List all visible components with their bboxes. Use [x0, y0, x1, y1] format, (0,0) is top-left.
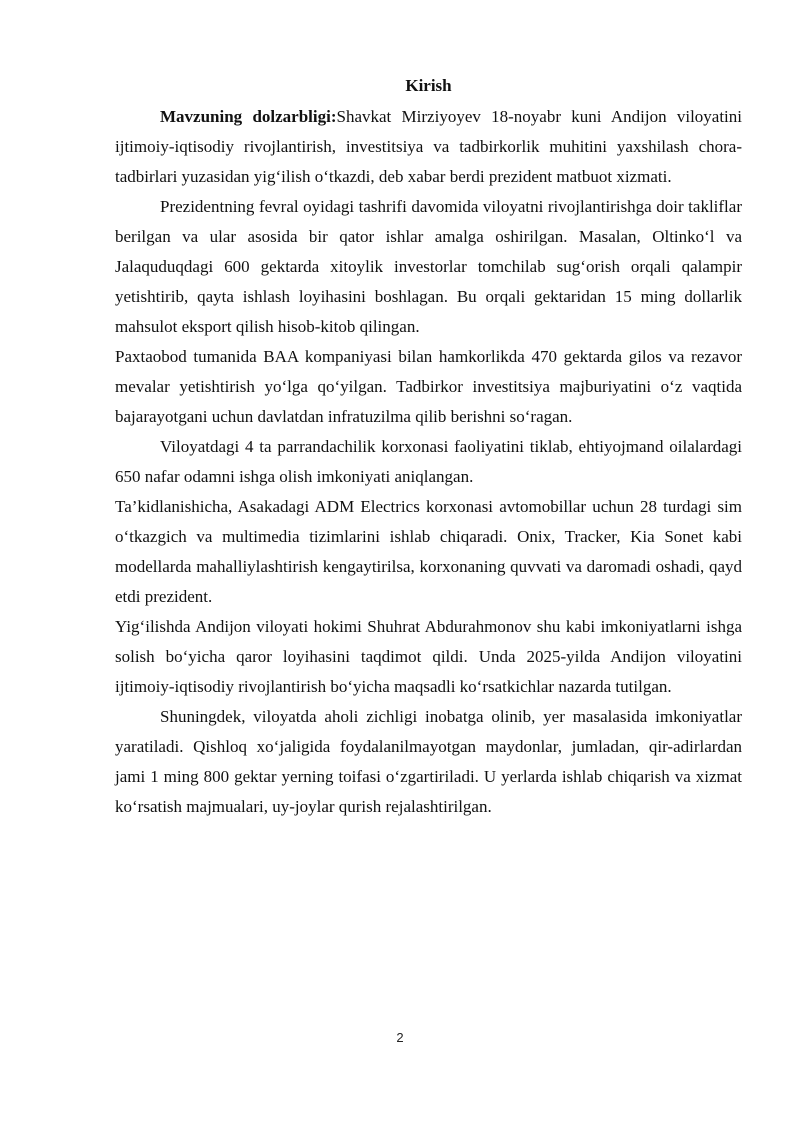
paragraph-february-visit: Prezidentning fevral oyidagi tashrifi davomida viloyatni rivojlantirishga doir takliflar berilgan va ular asosida bir qator ishlar amalga oshirilgan. Masalan, Oltinko‘l va Jalaquduqdagi 600 gektarda xitoylik investorlar tomchilab sug‘orish orqali qalampir yetishtirib, qayta ishlash loyihasini boshlagan. Bu orqali gektaridan 15 ming dollarlik mahsulot eksport qilish hisob-kitob qilingan. — [115, 197, 742, 336]
page-title: Kirish — [405, 76, 452, 95]
paragraph-poultry: Viloyatdagi 4 ta parrandachilik korxonasi faoliyatini tiklab, ehtiyojmand oilalardagi 650 nafar odamni ishga olish imkoniyati aniqlangan. — [115, 437, 742, 486]
paragraph-lead: Mavzuning dolzarbligi: — [160, 107, 337, 126]
paragraph-meeting: Yig‘ilishda Andijon viloyati hokimi Shuhrat Abdurahmonov shu kabi imkoniyatlarni ishga solish bo‘yicha qaror loyihasini taqdimot qildi. Unda 2025-yilda Andijon viloyatini ijtimoiy-iqtisodiy rivojlantirish bo‘yicha maqsadli ko‘rsatkichlar nazarda tutilgan. — [115, 617, 742, 696]
paragraph-adm-electrics: Ta’kidlanishicha, Asakadagi ADM Electrics korxonasi avtomobillar uchun 28 turdagi sim o‘tkazgich va multimedia tizimlarini ishlab chiqaradi. Onix, Tracker, Kia Sonet kabi modellarda mahalliylashtirish kengaytirilsa, korxonaning quvvati va daromadi oshadi, qayd etdi prezident. — [115, 497, 742, 606]
paragraph-land: Shuningdek, viloyatda aholi zichligi inobatga olinib, yer masalasida imkoniyatlar yaratiladi. Qishloq xo‘jaligida foydalanilmayotgan maydonlar, jumladan, qir-adirlardan jami 1 ming 800 gektar yerning toifasi o‘zgartiriladi. U yerlarda ishlab chiqarish va xizmat ko‘rsatish majmualari, uy-joylar qurish rejalashtirilgan. — [115, 707, 742, 816]
paragraph-paxtaobod: Paxtaobod tumanida BAA kompaniyasi bilan hamkorlikda 470 gektarda gilos va rezavor mevalar yetishtirish yo‘lga qo‘yilgan. Tadbirkor investitsiya majburiyatini o‘z vaqtida bajarayotgani uchun davlatdan infratuzilma qilib berishni so‘ragan. — [115, 347, 742, 426]
page-number: 2 — [396, 1030, 404, 1045]
paragraph-relevance — [115, 102, 742, 192]
page-content — [115, 71, 742, 822]
paragraph-text: Shavkat Mirziyoyev 18-noyabr kuni Andijon viloyatini ijtimoiy-iqtisodiy rivojlantirish, investitsiya va tadbirkorlik muhitini yaxshilash chora-tadbirlari yuzasidan yig‘ilish o‘tkazdi, deb xabar berdi prezident matbuot xizmati. — [115, 107, 743, 186]
